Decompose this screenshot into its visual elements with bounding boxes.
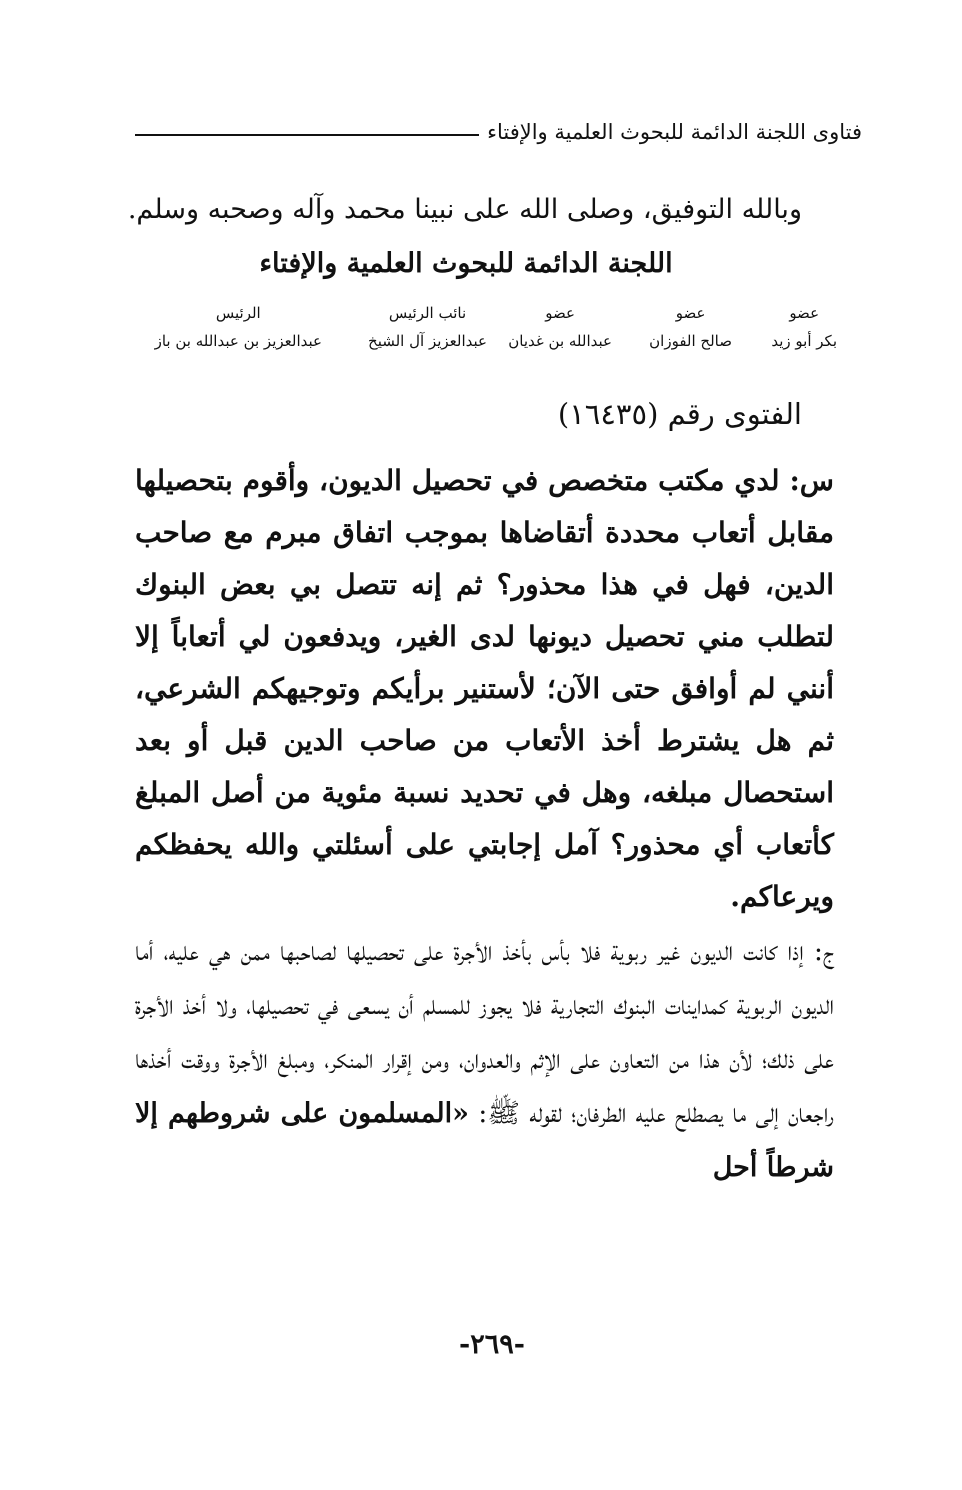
page-number: -٢٦٩- [459, 1329, 525, 1360]
fatwa-number: الفتوى رقم (١٦٤٣٥) [557, 397, 802, 431]
signature-name: عبدالعزيز آل الشيخ [368, 332, 487, 350]
signature-role: عضو [545, 304, 575, 322]
signature-role: نائب الرئيس [388, 304, 467, 322]
signature-role: الرئيس [215, 304, 261, 322]
signature-president [155, 300, 322, 356]
signature-member-2 [649, 300, 732, 356]
signature-name: بكر أبو زيد [771, 332, 837, 350]
signature-role: عضو [789, 304, 820, 322]
answer-paragraph [135, 925, 834, 1195]
committee-title: اللجنة الدائمة للبحوث العلمية والإفتاء [259, 248, 673, 279]
signature-vice-president [368, 300, 487, 356]
signature-member-3 [508, 300, 612, 356]
signature-name: عبدالعزيز بن عبدالله بن باز [154, 332, 322, 350]
header-rule [135, 134, 479, 136]
signature-member-1 [771, 300, 837, 356]
answer-text: ج: إذا كانت الديون غير ربوية فلا بأس بأخذ الأجرة على تحصيلها لصاحبها ممن هي عليه، أما الديون الربوية كمداينات البنوك التجارية فلا يجوز للمسلم أن يسعى في تحصيلها، ولا أخذ الأجرة على ذلك؛ لأن هذا من التعاون على الإثم والعدوان، ومن إقرار المنكر، ومبلغ الأجرة ووقت أخذها راجعان إلى ما يصطلح عليه الطرفان؛ لقوله ﷺ: [135, 936, 834, 1129]
question-paragraph: س: لدي مكتب متخصص في تحصيل الديون، وأقوم بتحصيلها مقابل أتعاب محددة أتقاضاها بموجب اتفاق مبرم مع صاحب الدين، فهل في هذا محذور؟ ثم إنه تتصل بي بعض البنوك لتطلب مني تحصيل ديونها لدى الغير، ويدفعون لي أتعاباً إلا أنني لم أوافق حتى الآن؛ لأستنير برأيكم وتوجيهكم الشرعي، ثم هل يشترط أخذ الأتعاب من صاحب الدين قبل أو بعد استحصال مبلغه، وهل في تحديد نسبة مئوية من أصل المبلغ كأتعاب أي محذور؟ آمل إجابتي على أسئلتي والله يحفظكم ويرعاكم. [135, 464, 834, 913]
signature-block [100, 300, 837, 370]
hadith-quote: «المسلمون على شروطهم إلا شرطاً أحل [135, 1098, 834, 1183]
signature-role: عضو [675, 304, 706, 322]
running-header [135, 112, 862, 152]
signature-name: صالح الفوزان [649, 332, 732, 350]
header-title: فتاوى اللجنة الدائمة للبحوث العلمية والإفتاء [487, 120, 862, 144]
signature-name: عبدالله بن غديان [508, 332, 612, 350]
closing-prayer: وبالله التوفيق، وصلى الله على نبينا محمد وآله وصحبه وسلم. [127, 194, 802, 225]
